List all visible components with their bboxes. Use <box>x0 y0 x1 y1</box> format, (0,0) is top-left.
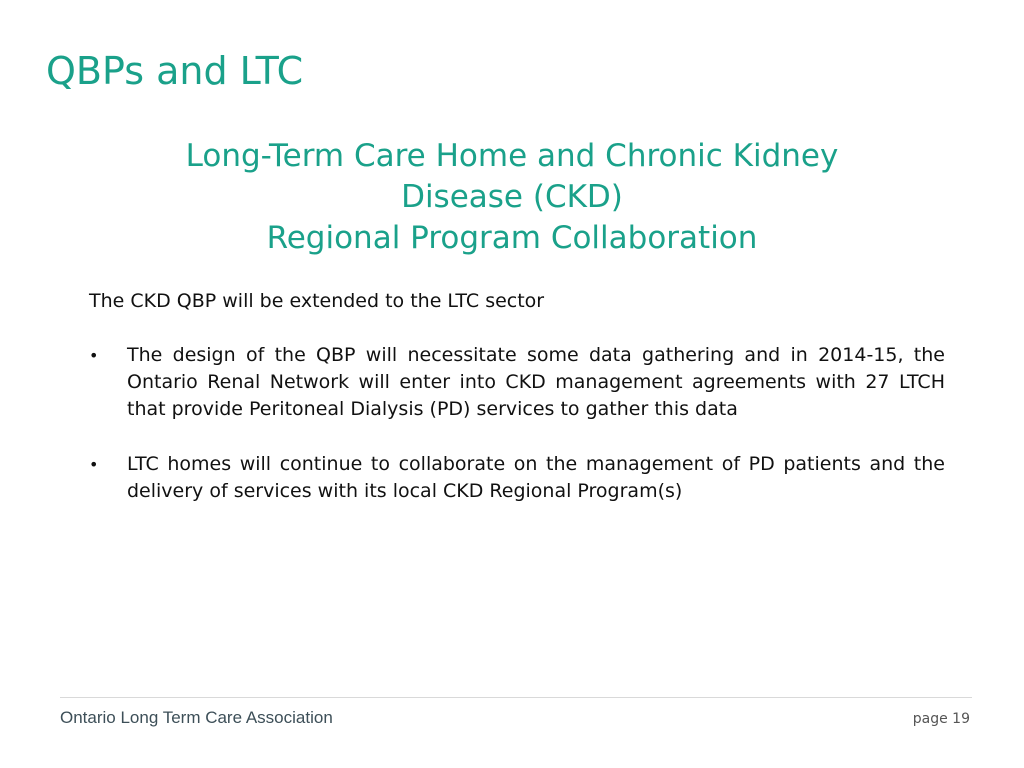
subtitle-line: Disease (CKD) <box>401 179 623 215</box>
bullet-text: The design of the QBP will necessitate some data gathering and in 2014-15, the Ontario Renal Network will enter into CKD management agreements with 27 LTCH that provide Peritoneal Dialysis (PD) services to gather this data <box>127 344 945 420</box>
slide-title: QBPs and LTC <box>46 49 304 93</box>
slide-subtitle <box>100 136 924 259</box>
bullet-dot-icon: • <box>89 346 99 365</box>
subtitle-line: Regional Program Collaboration <box>266 220 758 256</box>
bullet-item <box>89 342 945 423</box>
footer-divider <box>60 697 972 698</box>
bullet-dot-icon: • <box>89 455 99 474</box>
bullet-item <box>89 451 945 505</box>
subtitle-line: Long-Term Care Home and Chronic Kidney <box>185 138 839 174</box>
organization-logo-text: Ontario Long Term Care Association <box>60 708 333 727</box>
bullet-list <box>89 342 945 533</box>
bullet-text: LTC homes will continue to collaborate on the management of PD patients and the delivery of services with its local CKD Regional Program(s) <box>127 453 945 502</box>
intro-text: The CKD QBP will be extended to the LTC sector <box>89 290 545 312</box>
page-number: page 19 <box>912 711 970 727</box>
